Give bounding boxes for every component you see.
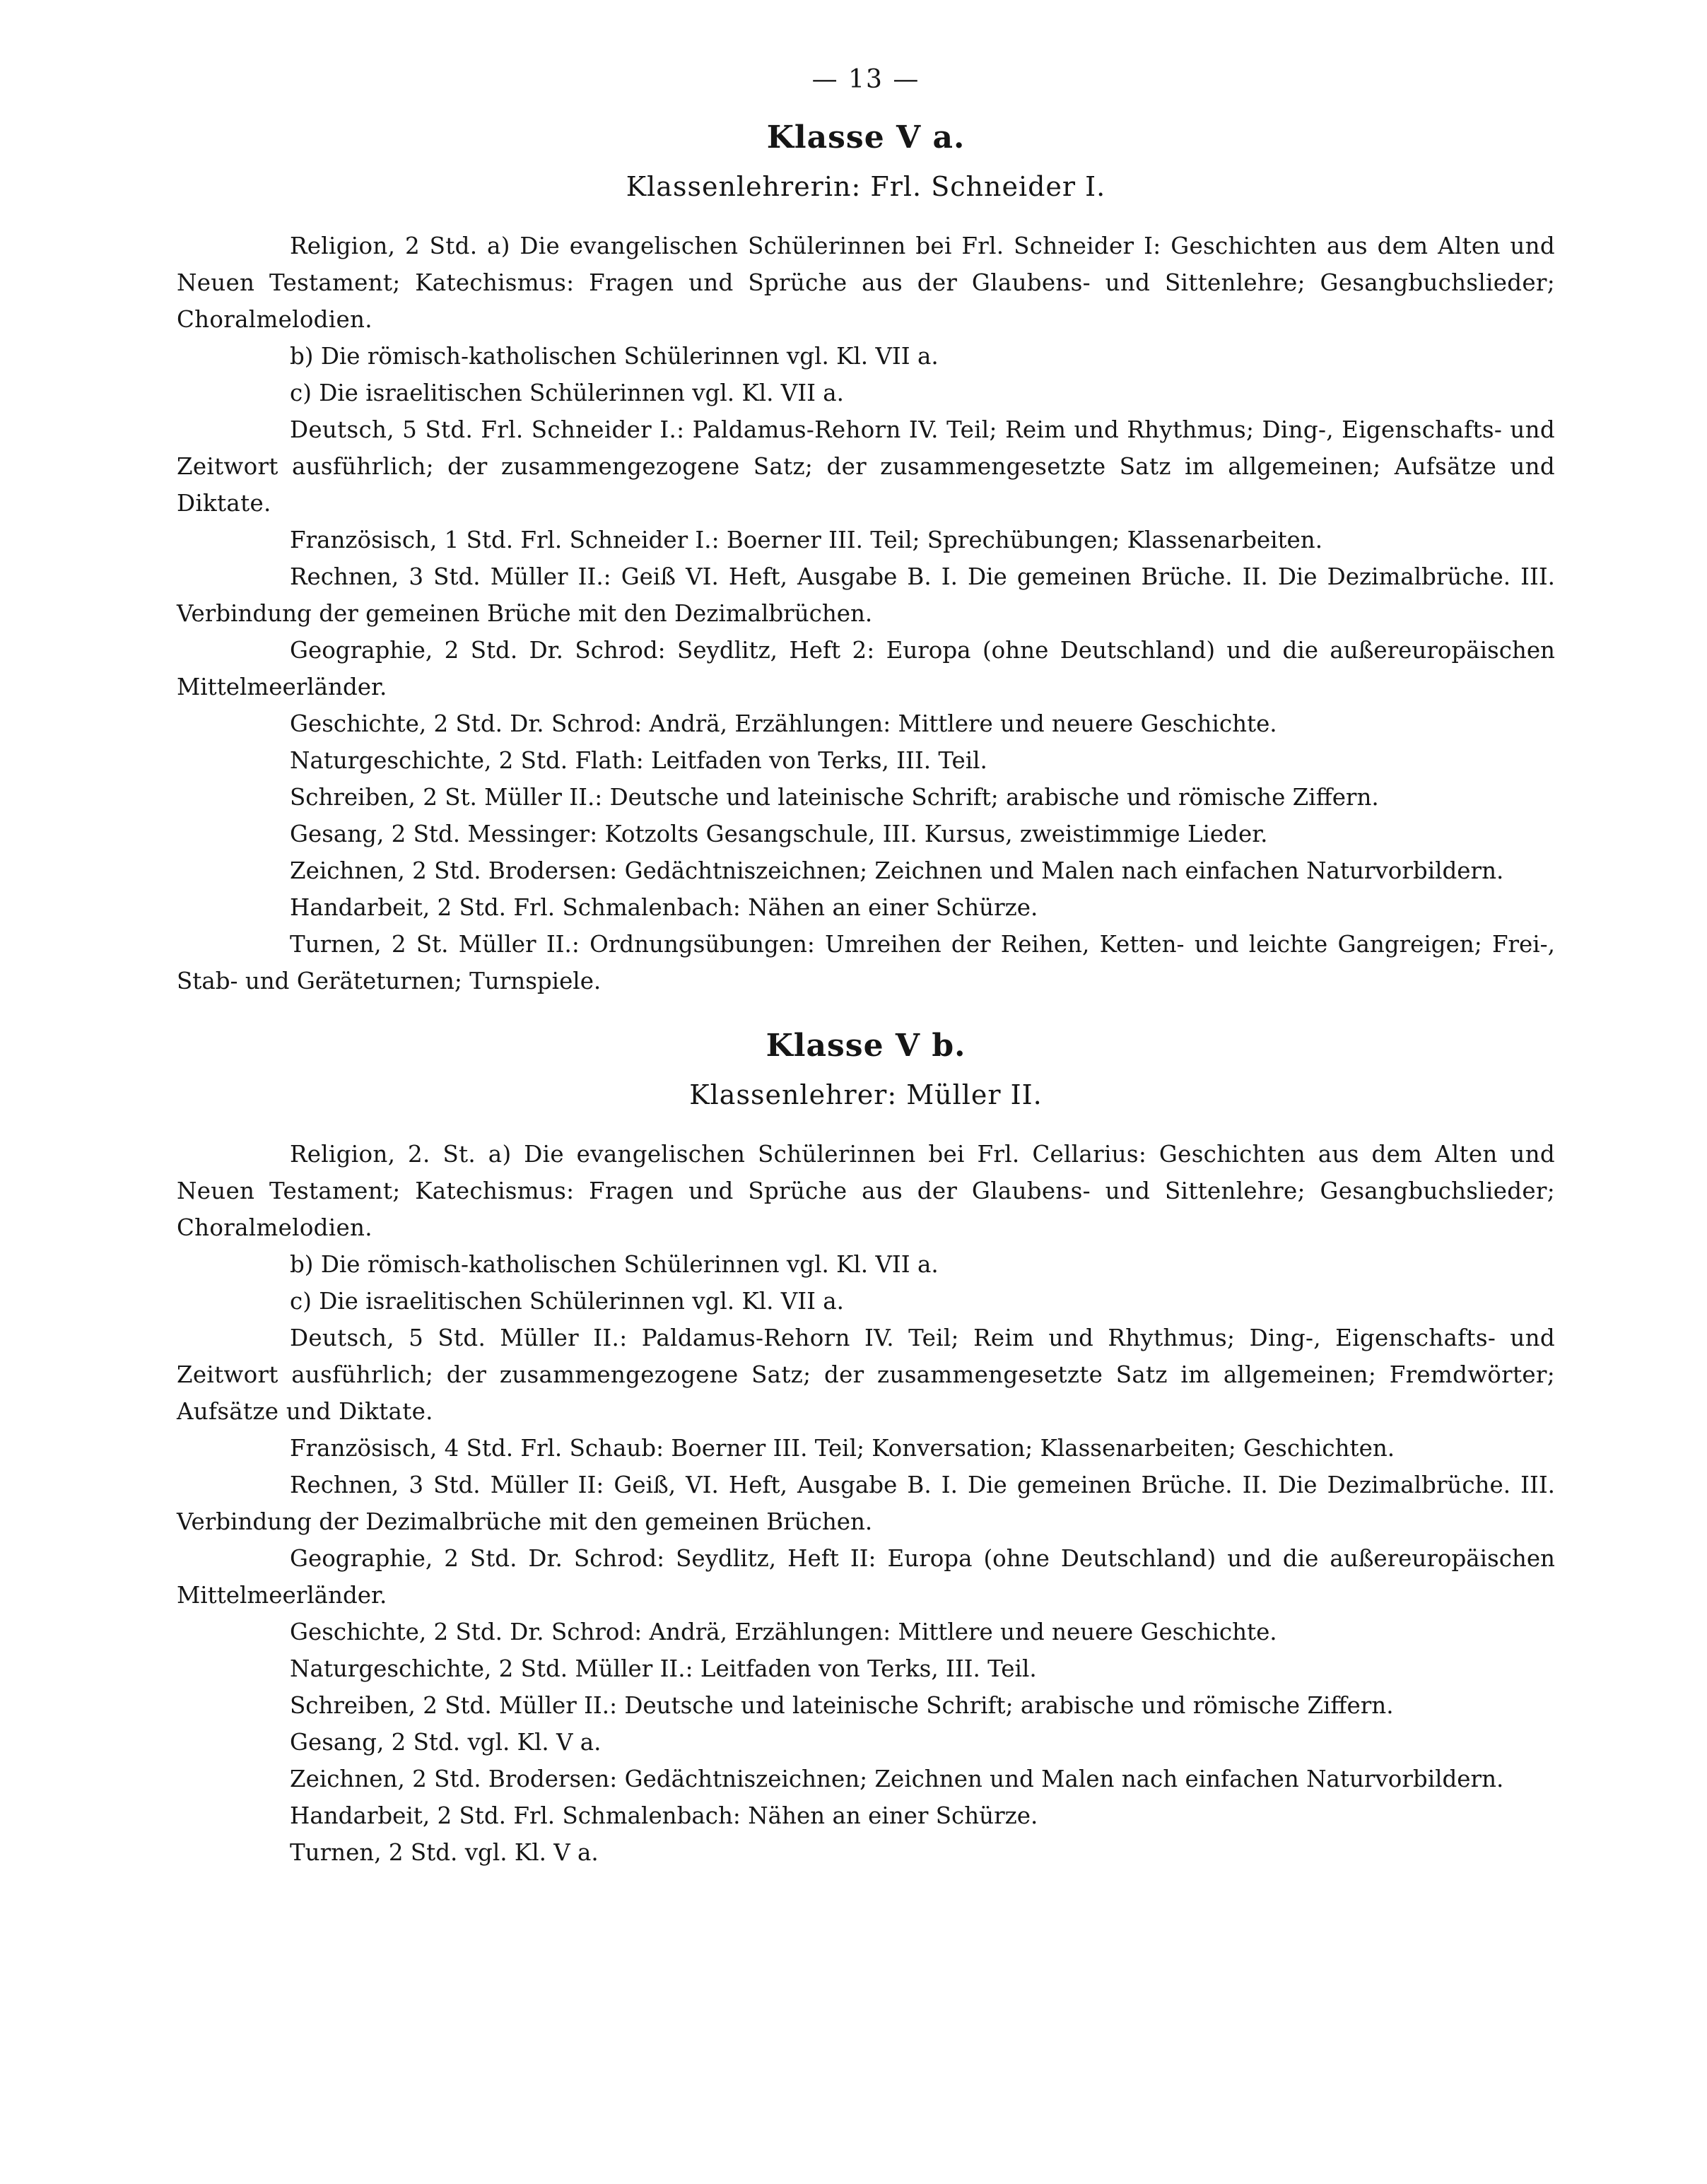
entry-b-turnen: Turnen, 2 Std. vgl. Kl. V a. [290, 1839, 599, 1866]
entry-b-geographie: Geographie, 2 Std. Dr. Schrod: Seydlitz, Heft II: Europa (ohne Deutschland) und die außereuropäischen Mittelmeerländer. [177, 1545, 1555, 1609]
entry-b-zeichnen: Zeichnen, 2 Std. Brodersen: Gedächtniszeichnen; Zeichnen und Malen nach einfachen Naturvorbildern. [290, 1766, 1504, 1792]
document-page [177, 65, 1555, 1871]
entry-b-rechnen: Rechnen, 3 Std. Müller II: Geiß, VI. Heft, Ausgabe B. I. Die gemeinen Brüche. II. Die Dezimalbrüche. III. Verbindung der Dezimalbrüche mit den gemeinen Brüchen. [177, 1472, 1555, 1535]
entry-a-rechnen: Rechnen, 3 Std. Müller II.: Geiß VI. Heft, Ausgabe B. I. Die gemeinen Brüche. II. Die Dezimalbrüche. III. Verbindung der gemeinen Brüche mit den Dezimalbrüchen. [177, 563, 1555, 627]
entry-b-religion-catholic: b) Die römisch-katholischen Schülerinnen vgl. Kl. VII a. [290, 1251, 939, 1278]
entry-a-geographie: Geographie, 2 Std. Dr. Schrod: Seydlitz, Heft 2: Europa (ohne Deutschland) und die außereuropäischen Mittelmeerländer. [177, 637, 1555, 700]
page-number: — 13 — [811, 65, 920, 94]
entry-b-handarbeit: Handarbeit, 2 Std. Frl. Schmalenbach: Nähen an einer Schürze. [290, 1802, 1038, 1829]
entry-b-naturgeschichte: Naturgeschichte, 2 Std. Müller II.: Leitfaden von Terks, III. Teil. [290, 1655, 1037, 1682]
entry-b-franzoesisch: Französisch, 4 Std. Frl. Schaub: Boerner III. Teil; Konversation; Klassenarbeiten; Geschichten. [290, 1435, 1395, 1462]
entry-a-naturgeschichte: Naturgeschichte, 2 Std. Flath: Leitfaden von Terks, III. Teil. [290, 747, 987, 774]
entry-a-schreiben: Schreiben, 2 St. Müller II.: Deutsche und lateinische Schrift; arabische und römische Ziffern. [290, 784, 1379, 811]
entry-a-religion-catholic: b) Die römisch-katholischen Schülerinnen vgl. Kl. VII a. [290, 343, 939, 370]
entry-b-religion-israelite: c) Die israelitischen Schülerinnen vgl. Kl. VII a. [290, 1288, 844, 1315]
section-b-teacher: Klassenlehrer: Müller II. [689, 1079, 1043, 1110]
entry-b-deutsch: Deutsch, 5 Std. Müller II.: Paldamus-Rehorn IV. Teil; Reim und Rhythmus; Ding-, Eigenschafts- und Zeitwort ausführlich; der zusammengezogene Satz; der zusammengesetzte Satz im allgemeinen; Fremdwörter; Aufsätze und Diktate. [177, 1325, 1555, 1425]
entry-b-geschichte: Geschichte, 2 Std. Dr. Schrod: Andrä, Erzählungen: Mittlere und neuere Geschichte. [290, 1619, 1277, 1645]
entry-a-geschichte: Geschichte, 2 Std. Dr. Schrod: Andrä, Erzählungen: Mittlere und neuere Geschichte. [290, 710, 1277, 737]
entry-a-handarbeit: Handarbeit, 2 Std. Frl. Schmalenbach: Nähen an einer Schürze. [290, 894, 1038, 921]
entry-a-religion-israelite: c) Die israelitischen Schülerinnen vgl. Kl. VII a. [290, 380, 844, 406]
entry-a-turnen: Turnen, 2 St. Müller II.: Ordnungsübungen: Umreihen der Reihen, Ketten- und leichte Gangreigen; Frei-, Stab- und Geräteturnen; Turnspiele. [177, 931, 1555, 994]
section-a-heading: Klasse V a. [766, 119, 966, 155]
entry-a-religion: Religion, 2 Std. a) Die evangelischen Schülerinnen bei Frl. Schneider I: Geschichten aus dem Alten und Neuen Testament; Katechismus: Fragen und Sprüche aus der Glaubens- und Sittenlehre; Gesangbuchslieder; Choralmelodien. [177, 233, 1555, 333]
entry-a-zeichnen: Zeichnen, 2 Std. Brodersen: Gedächtniszeichnen; Zeichnen und Malen nach einfachen Naturvorbildern. [290, 857, 1504, 884]
entry-b-gesang: Gesang, 2 Std. vgl. Kl. V a. [290, 1729, 602, 1756]
entry-a-deutsch: Deutsch, 5 Std. Frl. Schneider I.: Paldamus-Rehorn IV. Teil; Reim und Rhythmus; Ding-, Eigenschafts- und Zeitwort ausführlich; der zusammengezogene Satz; der zusammengesetzte Satz im allgemeinen; Aufsätze und Diktate. [177, 416, 1555, 517]
entry-a-gesang: Gesang, 2 Std. Messinger: Kotzolts Gesangschule, III. Kursus, zweistimmige Lieder. [290, 821, 1268, 847]
section-b-heading: Klasse V b. [765, 1028, 966, 1064]
entry-b-religion: Religion, 2. St. a) Die evangelischen Schülerinnen bei Frl. Cellarius: Geschichten aus dem Alten und Neuen Testament; Katechismus: Fragen und Sprüche aus der Glaubens- und Sittenlehre; Gesangbuchslieder; Choralmelodien. [177, 1141, 1555, 1241]
entry-b-schreiben: Schreiben, 2 Std. Müller II.: Deutsche und lateinische Schrift; arabische und römische Ziffern. [290, 1692, 1394, 1719]
section-a-teacher: Klassenlehrerin: Frl. Schneider I. [626, 171, 1106, 202]
entry-a-franzoesisch: Französisch, 1 Std. Frl. Schneider I.: Boerner III. Teil; Sprechübungen; Klassenarbeiten. [290, 527, 1323, 553]
